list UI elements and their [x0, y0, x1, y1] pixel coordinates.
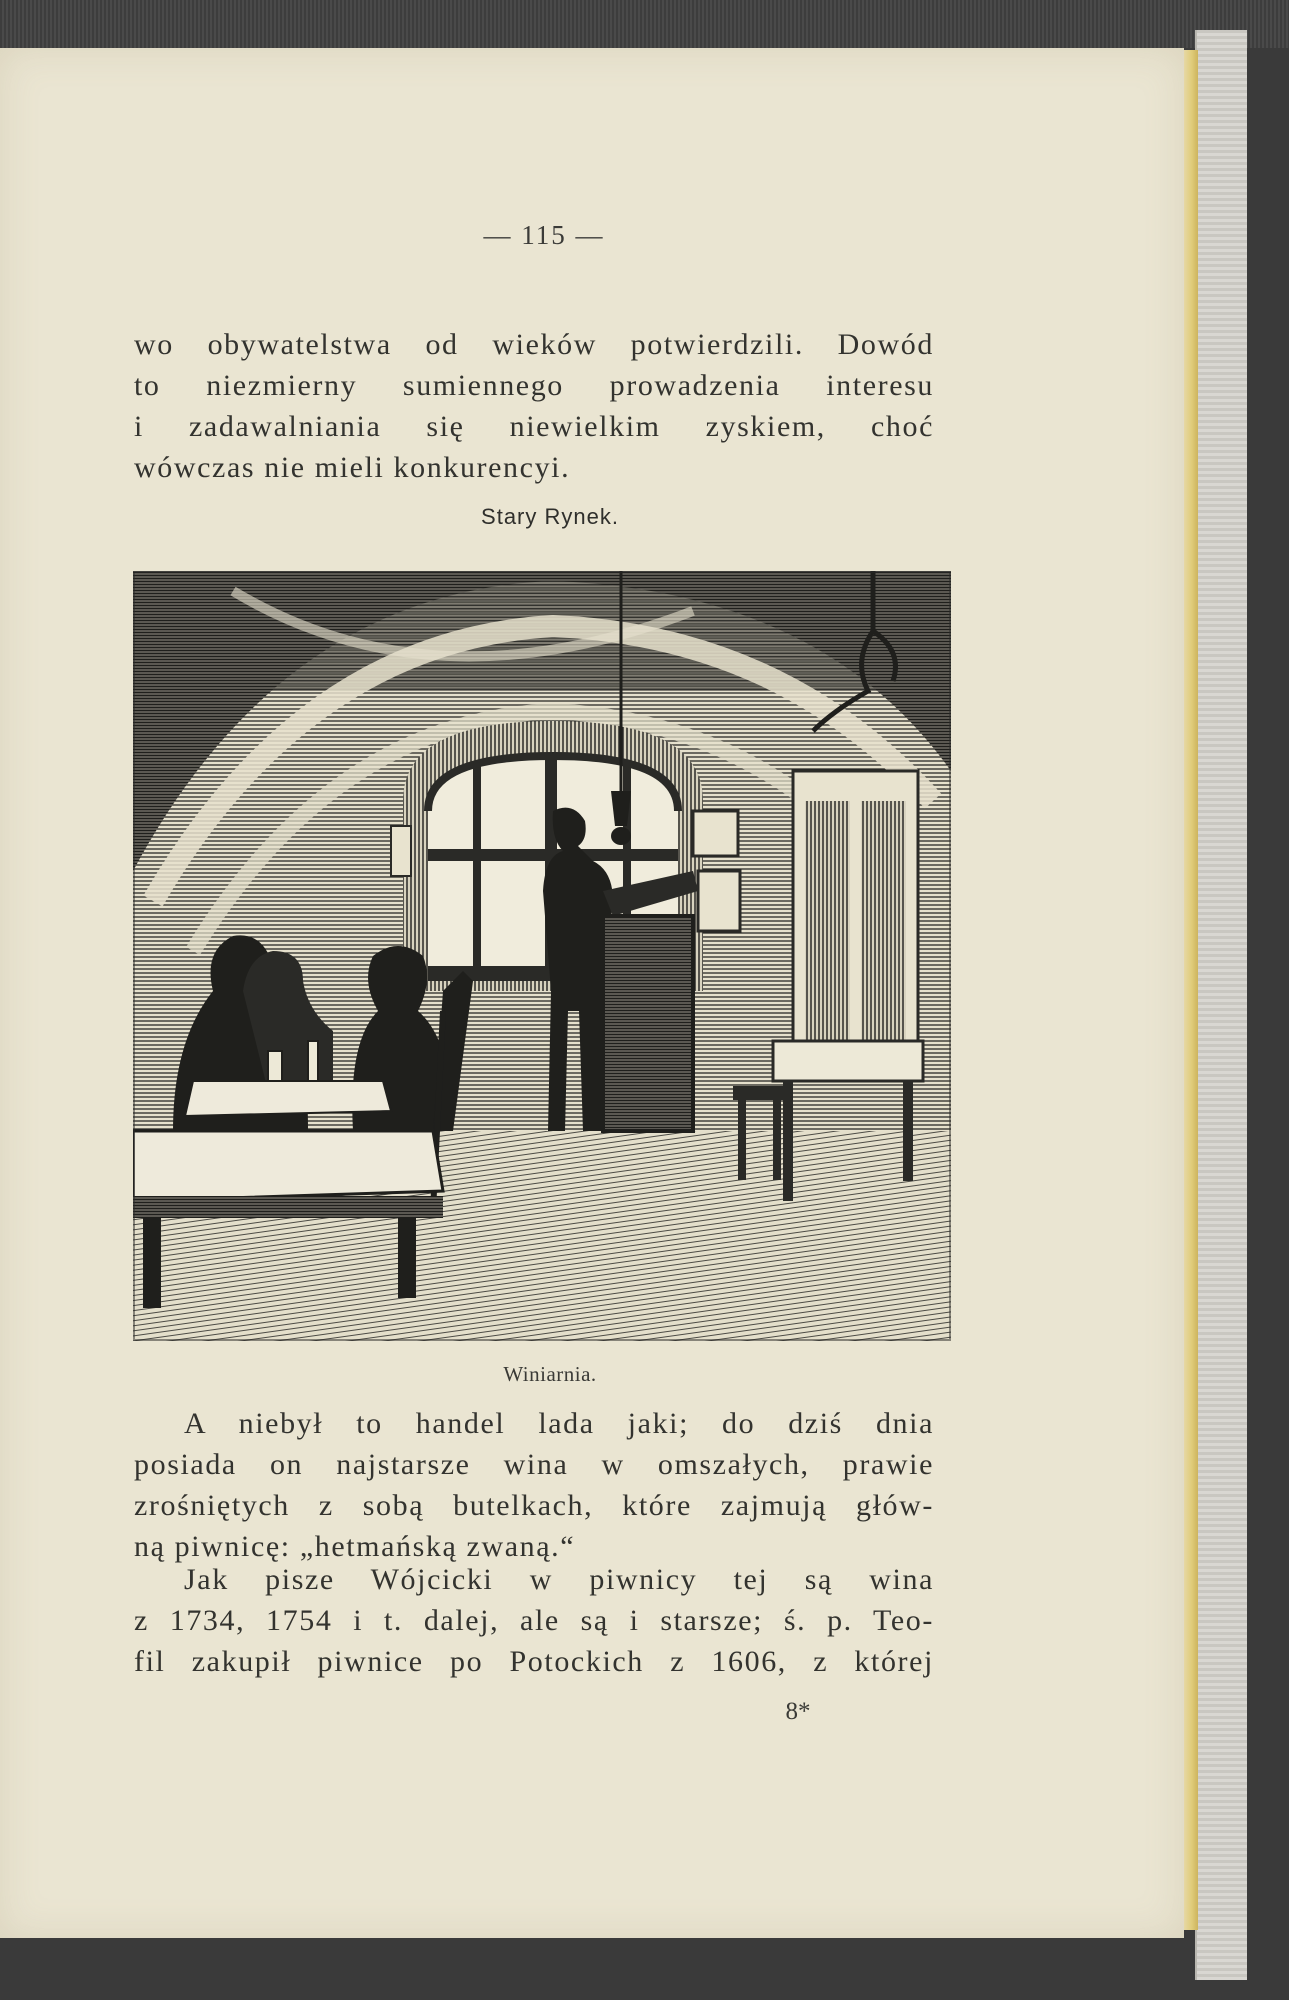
book-binding: [1195, 30, 1247, 1980]
text-line: fil zakupił piwnice po Potockich z 1606, z której: [134, 1645, 934, 1678]
text-line: wo obywatelstwa od wieków potwierdzili. Dowód: [134, 328, 934, 361]
page-number: — 115 —: [483, 220, 605, 250]
text-line: A niebył to handel lada jaki; do dziś dnia: [184, 1407, 934, 1440]
text-line: Jak pisze Wójcicki w piwnicy tej są wina: [184, 1563, 934, 1596]
text-line: i zadawalniania się niewielkim zyskiem, choć: [134, 410, 934, 443]
book-cover-edge: [0, 0, 1289, 48]
paragraph: [134, 1403, 934, 1567]
text-line: to niezmierny sumiennego prowadzenia interesu: [134, 369, 934, 402]
text-line: posiada on najstarsze wina w omszałych, prawie: [134, 1448, 934, 1481]
text-line: ną piwnicę: „hetmańską zwaną.“: [134, 1530, 576, 1563]
book-page: [0, 48, 1184, 1938]
text-line: z 1734, 1754 i t. dalej, ale są i starsze; ś. p. Teo-: [134, 1604, 934, 1637]
intro-paragraph: [134, 324, 934, 488]
page-edges: [1182, 50, 1198, 1930]
wine-cellar-engraving: [133, 571, 951, 1341]
illustration-caption: Winiarnia.: [503, 1362, 597, 1386]
text-line: wówczas nie mieli konkurencyi.: [134, 451, 571, 484]
paragraph: [134, 1559, 934, 1682]
text-line: zrośniętych z sobą butelkach, które zajmują głów-: [134, 1489, 934, 1522]
section-caption: Stary Rynek.: [481, 504, 619, 529]
printer-signature-mark: 8*: [785, 1698, 811, 1725]
